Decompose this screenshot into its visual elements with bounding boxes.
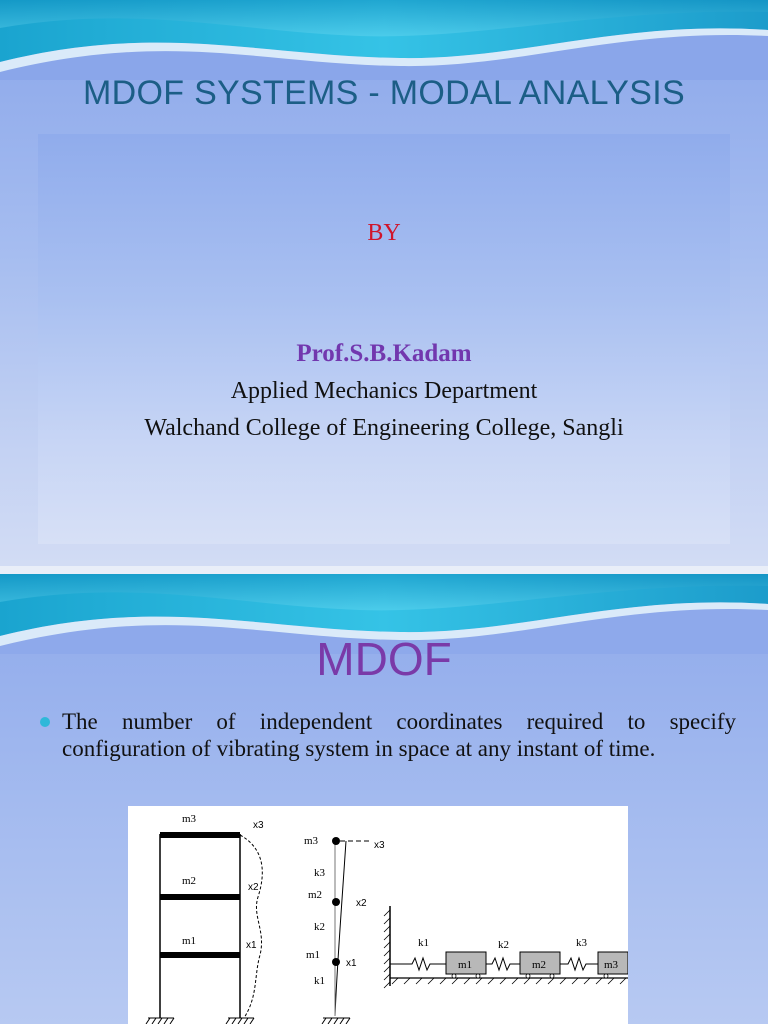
content-panel <box>38 134 730 544</box>
bullet-text: The number of independent coordinates required to specify configuration of vibrating system in space at any instant of time. <box>62 709 736 761</box>
stick-m1-label: m1 <box>306 949 321 961</box>
stick-x2-label: x2 <box>356 898 367 909</box>
mdof-diagram <box>128 806 628 1024</box>
bullet-dot-icon <box>40 717 50 727</box>
slide-title: MDOF SYSTEMS - MODAL ANALYSIS <box>83 74 685 112</box>
frame-m3-label: m3 <box>182 813 197 825</box>
slide-separator <box>0 566 768 574</box>
mdof-figure <box>128 806 628 1024</box>
decorative-wave-header <box>0 0 768 80</box>
floor-slab-2 <box>160 894 240 900</box>
frame-x3-label: x3 <box>253 820 264 831</box>
chain-k1-label: k1 <box>418 937 429 949</box>
bullet-item <box>36 708 736 762</box>
floor-slab-3 <box>160 832 240 838</box>
frame-m2-label: m2 <box>182 875 197 887</box>
frame-x2-label: x2 <box>248 882 259 893</box>
department-text: Applied Mechanics Department <box>230 378 538 404</box>
stick-m3-label: m3 <box>304 835 319 847</box>
stick-x1-label: x1 <box>346 958 357 969</box>
college-text: Walchand College of Engineering College, Sangli <box>144 415 624 441</box>
stick-x3-label: x3 <box>374 840 385 851</box>
by-label: BY <box>367 220 401 246</box>
floor-slab-1 <box>160 952 240 958</box>
spring-mass-chain <box>384 906 628 988</box>
stick-k2-label: k2 <box>314 921 325 933</box>
frame-x1-label: x1 <box>246 940 257 951</box>
stick-k1-label: k1 <box>314 975 325 987</box>
stick-k3-label: k3 <box>314 867 325 879</box>
chain-k2-label: k2 <box>498 939 509 951</box>
stick-m2-label: m2 <box>308 889 323 901</box>
chain-k3-label: k3 <box>576 937 587 949</box>
chain-m1-label: m1 <box>458 959 473 971</box>
frame-m1-label: m1 <box>182 935 197 947</box>
stick-model <box>304 835 385 1024</box>
shear-frame <box>146 813 264 1024</box>
chain-m3-label: m3 <box>604 959 619 971</box>
chain-m2-label: m2 <box>532 959 547 971</box>
slide-title: MDOF <box>316 633 452 685</box>
mdof-slide <box>0 574 768 1024</box>
author-name: Prof.S.B.Kadam <box>296 340 472 367</box>
